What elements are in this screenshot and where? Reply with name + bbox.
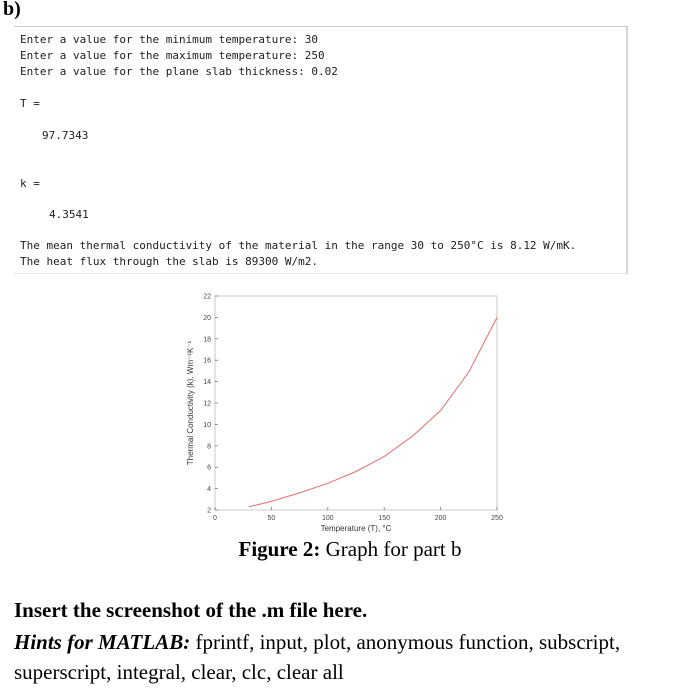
- figure-caption-number: Figure 2:: [238, 537, 321, 561]
- y-axis-label: Thermal Conductivity (k), Wm⁻¹K⁻¹: [186, 340, 195, 466]
- y-tick-label: 10: [203, 421, 211, 429]
- y-tick-label: 6: [207, 464, 211, 472]
- conductivity-chart: [184, 286, 504, 536]
- y-tick-label: 22: [203, 293, 211, 301]
- console-k-label: k =: [20, 177, 40, 190]
- y-tick-label: 18: [203, 336, 211, 344]
- console-line-thickness: Enter a value for the plane slab thickness: 0.02: [20, 65, 338, 78]
- console-line-max-temp: Enter a value for the maximum temperature: 250: [20, 49, 325, 62]
- figure-caption-text: Graph for part b: [320, 537, 462, 561]
- x-tick-label: 250: [491, 515, 503, 522]
- y-tick-label: 4: [207, 486, 211, 494]
- x-tick-label: 100: [321, 515, 334, 522]
- x-tick-label: 200: [434, 515, 447, 522]
- x-tick-label: 0: [213, 515, 217, 522]
- y-tick-label: 20: [203, 314, 211, 322]
- console-t-value: 97.7343: [42, 129, 89, 142]
- console-result-heat-flux: The heat flux through the slab is 89300 W/m2.: [20, 255, 319, 268]
- y-tick-label: 16: [203, 357, 211, 365]
- figure-caption: [0, 537, 700, 562]
- y-tick-label: 8: [207, 443, 211, 451]
- console-result-conductivity: The mean thermal conductivity of the material in the range 30 to 250°C is 8.12 W/mK.: [20, 239, 577, 252]
- x-tick-label: 50: [267, 515, 276, 522]
- hints-text: fprintf, input, plot, anonymous function, subscript, superscript, integral, clear, clc, clear all: [14, 630, 621, 684]
- x-tick-label: 150: [378, 515, 391, 522]
- insert-instruction: Insert the screenshot of the .m file here.: [14, 598, 368, 622]
- console-t-label: T =: [20, 97, 40, 110]
- y-tick-label: 2: [207, 507, 211, 515]
- console-line-min-temp: Enter a value for the minimum temperature: 30: [20, 33, 319, 46]
- y-tick-label: 14: [203, 379, 211, 387]
- console-k-value: 4.3541: [49, 208, 89, 221]
- y-tick-label: 12: [203, 400, 211, 408]
- conductivity-figure: [184, 286, 504, 536]
- hints-label: Hints for MATLAB:: [14, 630, 191, 654]
- plot-area: [215, 296, 497, 510]
- part-label: b): [3, 0, 21, 20]
- x-axis-label: Temperature (T), °C: [320, 524, 392, 533]
- matlab-hints: [14, 627, 694, 687]
- command-window-output: [14, 26, 628, 274]
